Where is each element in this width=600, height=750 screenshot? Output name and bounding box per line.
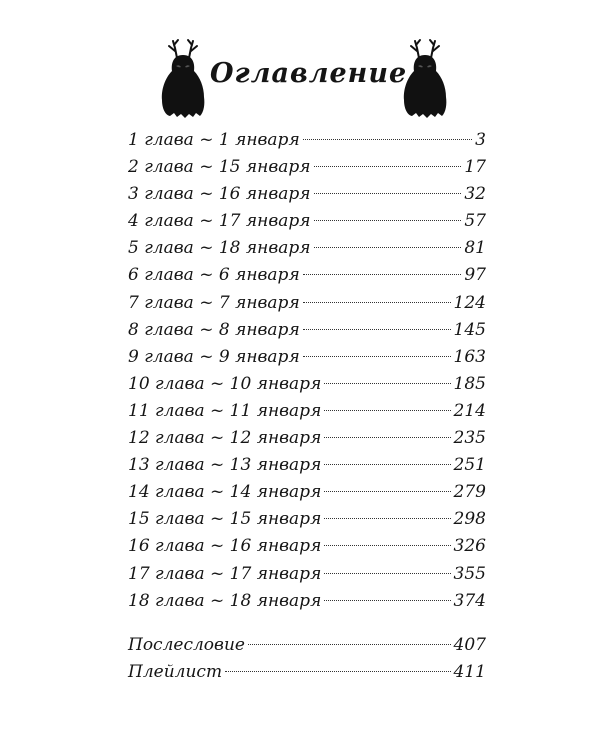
toc-entry-label: 11 глава ~ 11 января xyxy=(128,400,322,421)
toc-entry-label: Плейлист xyxy=(128,661,223,682)
toc-entry-label: 3 глава ~ 16 января xyxy=(128,184,311,205)
dot-leader xyxy=(303,139,472,140)
toc-entry[interactable] xyxy=(128,181,486,208)
toc-entry[interactable] xyxy=(128,344,486,371)
toc-entry-page-number: 326 xyxy=(453,536,486,557)
toc-entry-label: 14 глава ~ 14 января xyxy=(128,482,322,503)
dot-leader xyxy=(303,356,451,357)
toc-entry-page-number: 279 xyxy=(453,482,486,503)
toc-entry[interactable] xyxy=(128,317,486,344)
dot-leader xyxy=(324,437,450,438)
toc-entry[interactable] xyxy=(128,479,486,506)
dot-leader xyxy=(324,545,450,546)
toc-entry-page-number: 145 xyxy=(453,319,486,340)
dot-leader xyxy=(303,302,451,303)
dot-leader xyxy=(314,247,462,248)
toc-entry[interactable] xyxy=(128,290,486,317)
toc-entry-label: 1 глава ~ 1 января xyxy=(128,130,300,150)
toc-entry[interactable] xyxy=(128,561,486,588)
toc-entry-page-number: 32 xyxy=(464,184,486,205)
dot-leader xyxy=(324,600,450,601)
toc-entry-page-number: 163 xyxy=(453,346,486,367)
extras-list xyxy=(128,632,486,686)
toc-entry-page-number: 355 xyxy=(453,563,486,584)
toc-entry-page-number: 17 xyxy=(464,157,486,178)
toc-entry-page-number: 81 xyxy=(464,238,486,259)
toc-entry[interactable] xyxy=(128,235,486,262)
toc-entry[interactable] xyxy=(128,533,486,560)
toc-entry[interactable] xyxy=(128,262,486,289)
toc-entry-page-number: 251 xyxy=(453,455,486,476)
toc-entry-page-number: 57 xyxy=(464,211,486,232)
dot-leader xyxy=(324,410,450,411)
antlered-shaggy-creature-icon xyxy=(400,36,450,120)
section-gap xyxy=(128,615,486,632)
toc-entry[interactable] xyxy=(128,398,486,425)
toc-entry-page-number: 407 xyxy=(453,634,486,655)
chapter-list xyxy=(128,127,486,615)
antlered-shaggy-creature-icon xyxy=(158,36,208,120)
toc-entry-label: 5 глава ~ 18 января xyxy=(128,238,311,259)
dot-leader xyxy=(303,274,462,275)
dot-leader xyxy=(324,491,450,492)
toc-entry-label: 13 глава ~ 13 января xyxy=(128,455,322,476)
toc-entry[interactable] xyxy=(128,425,486,452)
dot-leader xyxy=(314,166,462,167)
toc-entry-label: 4 глава ~ 17 января xyxy=(128,211,311,232)
dot-leader xyxy=(324,573,450,574)
table-of-contents xyxy=(128,127,486,686)
toc-entry-label: 7 глава ~ 7 января xyxy=(128,292,300,313)
toc-entry[interactable] xyxy=(128,632,486,659)
toc-entry-label: Послесловие xyxy=(128,634,245,655)
dot-leader xyxy=(225,671,450,672)
toc-entry-label: 8 глава ~ 8 января xyxy=(128,319,300,340)
dot-leader xyxy=(324,518,450,519)
toc-entry-page-number: 214 xyxy=(453,400,486,421)
toc-entry-label: 16 глава ~ 16 января xyxy=(128,536,322,557)
header xyxy=(0,36,600,120)
toc-entry-page-number: 298 xyxy=(453,509,486,530)
dot-leader xyxy=(314,193,462,194)
toc-entry[interactable] xyxy=(128,452,486,479)
toc-entry[interactable] xyxy=(128,208,486,235)
toc-entry-page-number: 411 xyxy=(453,661,486,682)
toc-entry-label: 17 глава ~ 17 января xyxy=(128,563,322,584)
toc-entry[interactable] xyxy=(128,154,486,181)
toc-entry-label: 6 глава ~ 6 января xyxy=(128,265,300,286)
dot-leader xyxy=(248,644,451,645)
toc-entry-label: 18 глава ~ 18 января xyxy=(128,590,322,611)
dot-leader xyxy=(324,464,450,465)
toc-entry-label: 9 глава ~ 9 января xyxy=(128,346,300,367)
dot-leader xyxy=(314,220,462,221)
toc-entry[interactable] xyxy=(128,371,486,398)
toc-entry-page-number: 374 xyxy=(453,590,486,611)
toc-entry-label: 2 глава ~ 15 января xyxy=(128,157,311,178)
toc-entry[interactable] xyxy=(128,506,486,533)
toc-entry-page-number: 124 xyxy=(453,292,486,313)
toc-entry-page-number: 97 xyxy=(464,265,486,286)
toc-entry-label: 12 глава ~ 12 января xyxy=(128,428,322,449)
toc-entry[interactable] xyxy=(128,588,486,615)
toc-entry-label: 10 глава ~ 10 января xyxy=(128,373,322,394)
toc-entry[interactable] xyxy=(128,127,486,154)
toc-entry[interactable] xyxy=(128,659,486,686)
toc-entry-label: 15 глава ~ 15 января xyxy=(128,509,322,530)
toc-entry-page-number: 3 xyxy=(475,130,486,150)
toc-entry-page-number: 185 xyxy=(453,373,486,394)
page-title: Оглавление xyxy=(210,58,408,89)
toc-entry-page-number: 235 xyxy=(453,428,486,449)
dot-leader xyxy=(324,383,450,384)
dot-leader xyxy=(303,329,451,330)
